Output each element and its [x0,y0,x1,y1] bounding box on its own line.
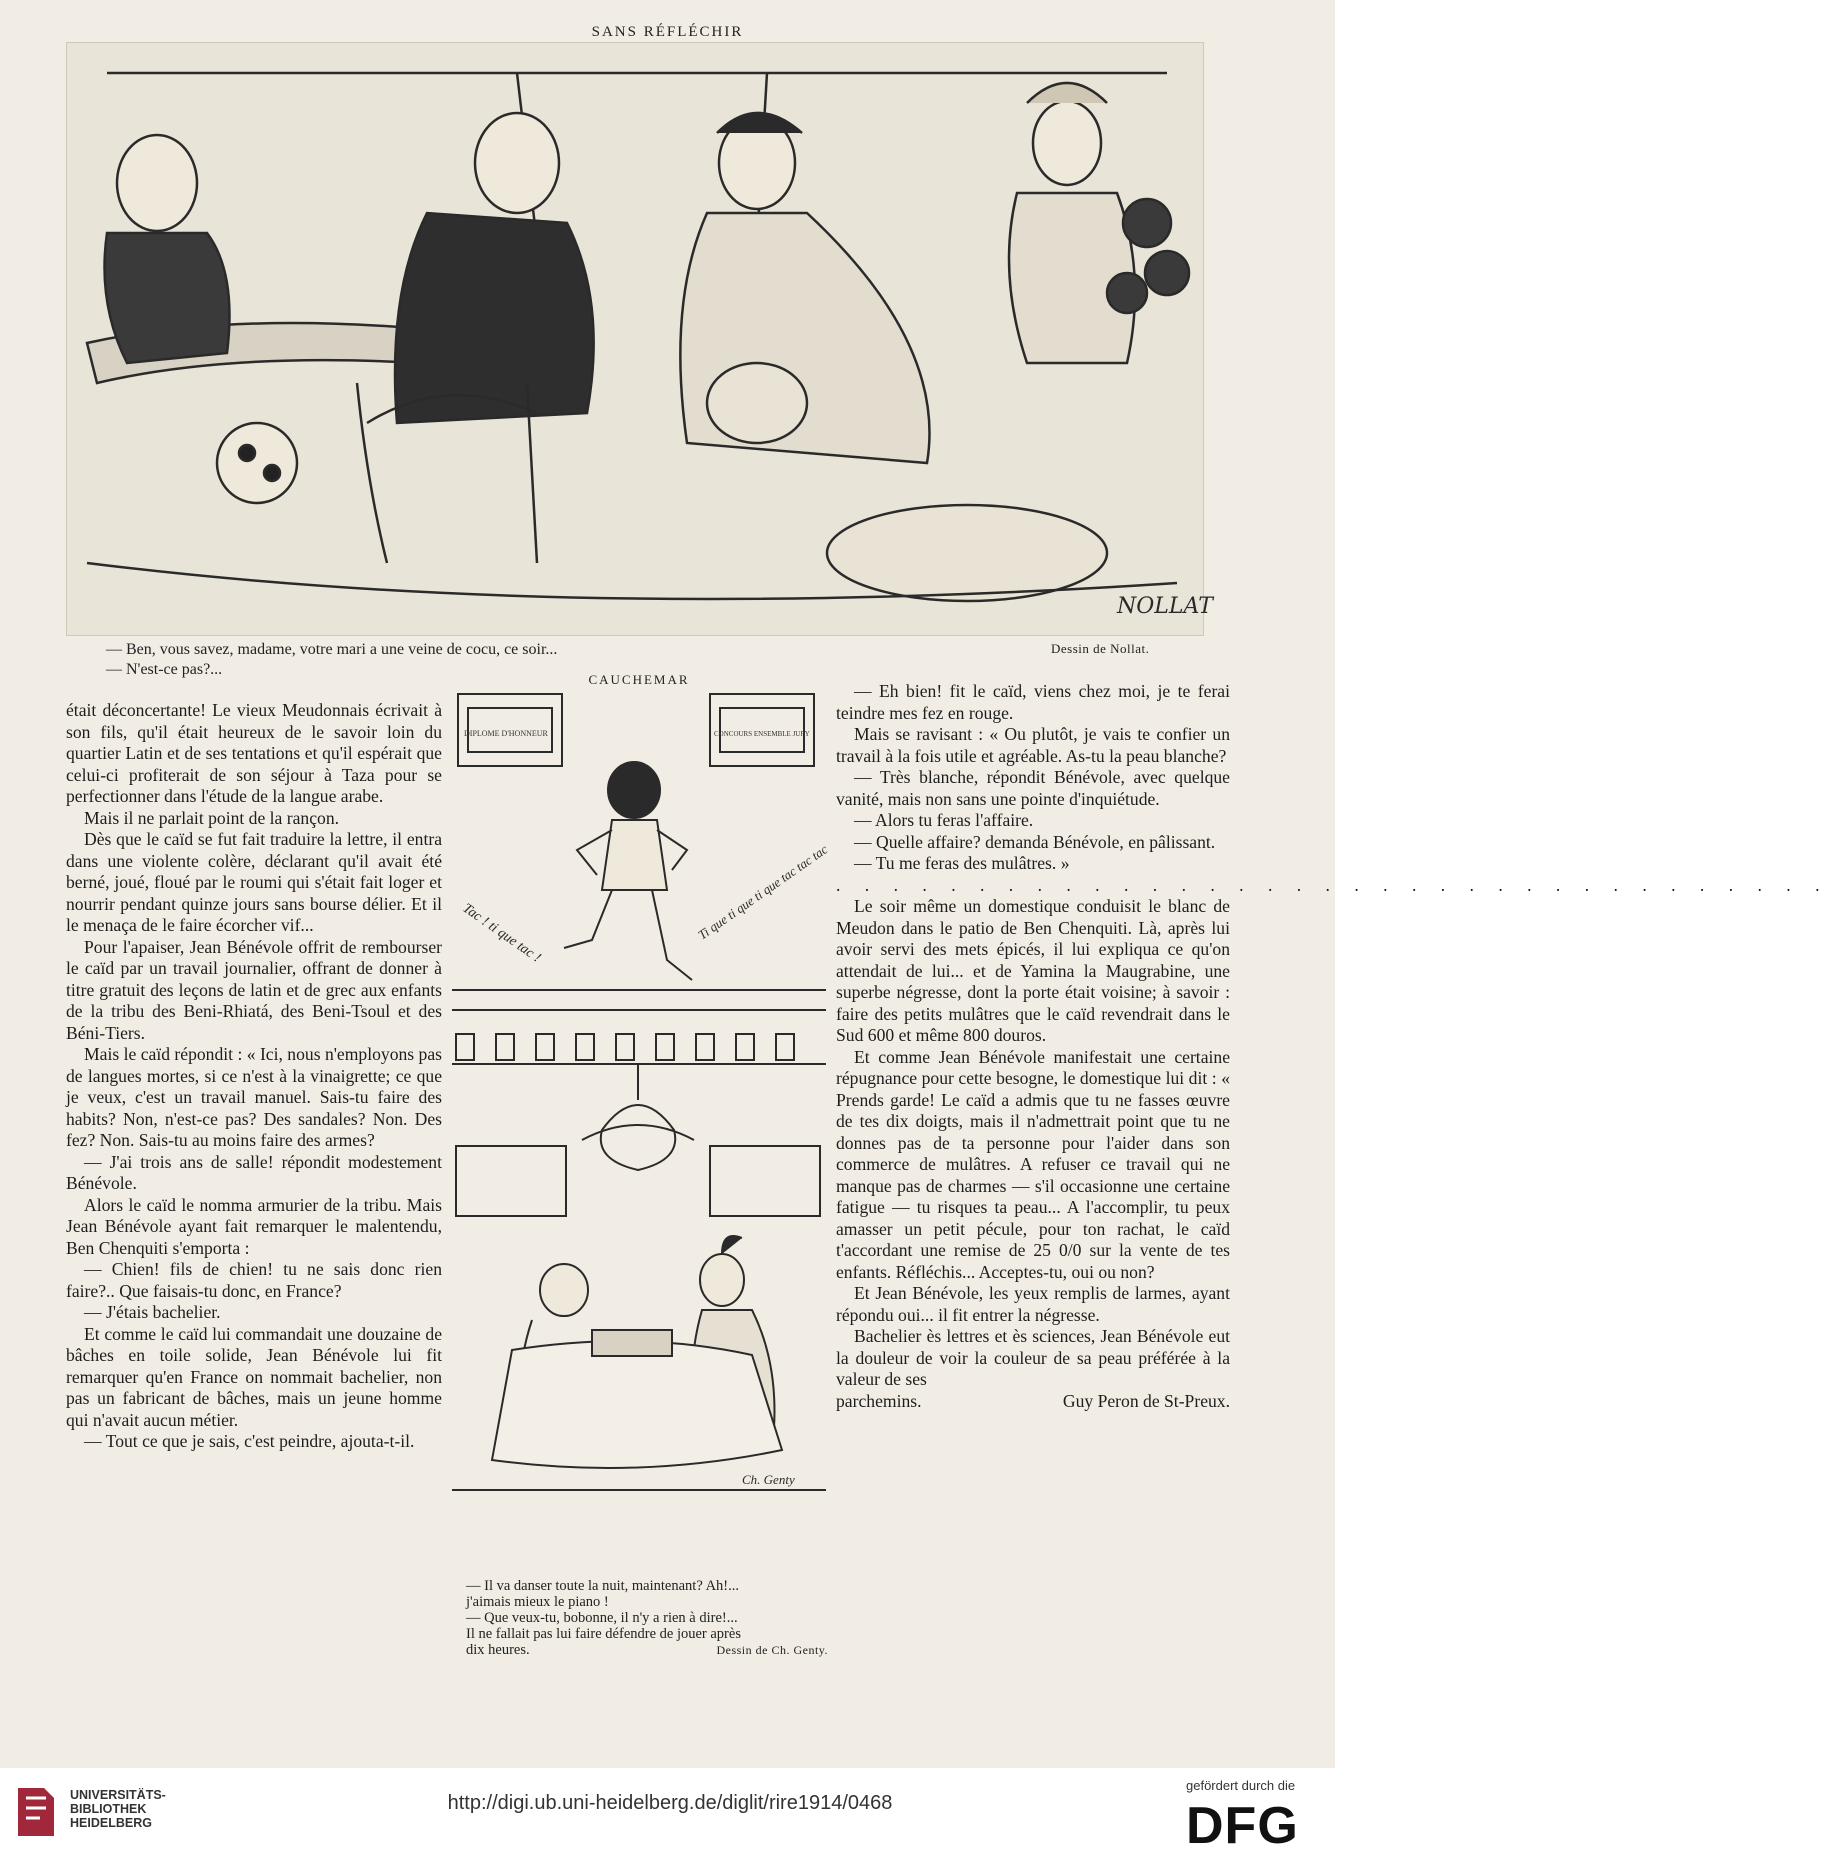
left-paragraph-6: — J'ai trois ans de salle! répondit modestement Bénévole. [66,1151,442,1193]
illustration-drawing [67,43,1213,635]
frame-left-text: DIPLOME D'HONNEUR [464,729,548,738]
running-title: SANS RÉFLÉCHIR [591,24,744,40]
section-dots: . . . . . . . . . . . . . . . . . . . . . . . . . . . . . . . . . . . [836,874,1830,895]
left-paragraph-10: Et comme le caïd lui commandait une douzaine de bâches en toile solide, Jean Bénévole lui fit remarquer qu'en France on nommait bachelier, non pas un fabricant de bâches, mais un jeune homme qui n'avait aucun métier. [66,1323,442,1430]
right-paragraph-7: Le soir même un domestique conduisit le blanc de Meudon dans le patio de Ben Chenquiti. Là, après lui avoir servi des mets épicés, il lui expliqua ce qu'on attendait de lui... et de Yamina la Maugrabine, une superbe négresse, dont la porte était voisine; à savoir : faire des petits mulâtres que le caïd revendrait dans le Sud 600 et même 800 douros. [836,896,1230,1045]
middle-illustration [452,690,831,1580]
middle-caption-line-4: Il ne fallait pas lui faire défendre de jouer après [466,1626,741,1642]
frame-right-text: CONCOURS ENSEMBLE JURY [714,730,810,738]
library-line-3: HEIDELBERG [70,1816,152,1830]
right-paragraph-3: — Très blanche, répondit Bénévole, avec quelque vanité, mais non sans une pointe d'inquiétude. [836,767,1230,809]
library-logo-icon [14,1784,58,1840]
left-paragraph-9: — J'étais bachelier. [84,1302,221,1322]
scribble-left: Tac ! ti que tac ! [459,900,544,966]
right-paragraph-9: Et Jean Bénévole, les yeux remplis de larmes, ayant répondu oui... il fit entrer la négresse. [836,1283,1230,1325]
left-paragraph-4: Pour l'apaiser, Jean Bénévole offrit de rembourser le caïd par un travail journalier, offrant de donner à titre gratuit des leçons de latin et de grec aux enfants de la tribu des Beni-Rhiatá, des Beni-Tsoul et des Béni-Tiers. [66,936,442,1043]
library-line-2: BIBLIOTHEK [70,1802,147,1816]
middle-caption-last-row [466,1642,828,1658]
signature-line [836,1391,1230,1413]
top-credit: Dessin de Nollat. [1051,641,1150,656]
middle-credit: Dessin de Ch. Genty. [716,1643,828,1657]
top-caption-line-1: — Ben, vous savez, madame, votre mari a une veine de cocu, ce soir... [106,641,558,658]
right-paragraph-2: Mais se ravisant : « Ou plutôt, je vais te confier un travail à la fois utile et agréable. As-tu la peau blanche? [836,724,1230,766]
top-illustration [66,42,1213,636]
middle-caption-line-3: — Que veux-tu, bobonne, il n'y a rien à dire!... [466,1610,738,1626]
footer-bar [0,1768,1335,1861]
author-signature: Guy Peron de St-Preux. [1062,1390,1230,1411]
middle-title: CAUCHEMAR [588,672,690,687]
middle-caption-line-5: dix heures. [466,1642,530,1658]
left-paragraph-5: Mais le caïd répondit : « Ici, nous n'employons pas de langues mortes, si ce n'est à la vinaigrette; ce que je veux, c'est un travail manuel. Sais-tu faire des habits? Non, n'est-ce pas? Des sandales? Non. Des fez? Non. Sais-tu au moins faire des armes? [66,1044,442,1150]
funding-text: gefördert durch die [1186,1778,1296,1793]
scribble-right: Ti que ti que ti que tac tac tac [695,841,831,943]
left-paragraph-1: était déconcertante! Le vieux Meudonnais écrivait à son fils, qu'il était heureux de le savoir loin du quartier Latin et de ses tentations et qu'il espérait que celui-ci profiterait de son séjour à Taza pour se perfectionner dans l'étude de la langue arabe. [66,700,442,806]
top-caption-line-2: — N'est-ce pas?... [106,661,223,678]
source-url-link[interactable]: http://digi.ub.uni-heidelberg.de/diglit/rire1914/0468 [447,1792,893,1814]
top-illustration-signature: NOLLAT [1117,594,1213,619]
right-paragraph-5: — Quelle affaire? demanda Bénévole, en pâlissant. [854,831,1216,852]
right-paragraph-10: Bachelier ès lettres et ès sciences, Jean Bénévole eut la douleur de voir la couleur de sa peau préférée à la valeur de ses [836,1326,1230,1389]
library-name [70,1788,166,1830]
right-paragraph-1: — Eh bien! fit le caïd, viens chez moi, je te ferai teindre mes fez en rouge. [836,681,1230,723]
right-paragraph-4: — Alors tu feras l'affaire. [854,810,1034,830]
middle-caption [466,1578,828,1658]
middle-caption-line-1: — Il va danser toute la nuit, maintenant? Ah!... [466,1578,740,1594]
left-paragraph-3: Dès que le caïd se fut fait traduire la lettre, il entra dans une violente colère, déclarant qu'il avait été berné, joué, floué par le roumi qui s'était fait loger et nourrir pendant quinze jours sans bourse délier. Et il le menaça de le faire écorcher vif... [66,829,442,935]
middle-caption-line-2: j'aimais mieux le piano ! [466,1594,609,1610]
library-line-1: UNIVERSITÄTS- [70,1788,166,1802]
right-paragraph-8: Et comme Jean Bénévole manifestait une certaine répugnance pour cette besogne, le domestique lui dit : « Prends garde! Le caïd a admis que tu ne fasses œuvre de tes dix doigts, mais il n'admettrait point que tu ne donnes pas de ta personne pour l'aider dans son commerce de mulâtres. A refuser ce travail qui ne manque pas de charmes — s'il occasionne une certaine fatigue — tu risques ta peau... A l'accomplir, tu peux amasser un petit pécule, pour ton rachat, le caïd t'accordant une remise de 25 0/0 sur la vente de tes enfants. Réfléchis... Acceptes-tu, oui ou non? [836,1046,1230,1282]
middle-drawing [452,690,831,1580]
middle-signature: Ch. Genty [742,1472,795,1487]
right-column [836,681,1830,1412]
right-last-line: parchemins. [836,1390,922,1411]
left-column [66,700,442,1453]
left-paragraph-11: — Tout ce que je sais, c'est peindre, ajouta-t-il. [84,1431,415,1451]
right-paragraph-6: — Tu me feras des mulâtres. » [854,853,1070,873]
left-paragraph-8: — Chien! fils de chien! tu ne sais donc rien faire?.. Que faisais-tu donc, en France? [66,1259,442,1301]
left-paragraph-2: Mais il ne parlait point de la rançon. [84,807,340,828]
left-paragraph-7: Alors le caïd le nomma armurier de la tribu. Mais Jean Bénévole ayant fait remarquer le malentendu, Ben Chenquiti s'emporta : [66,1194,442,1258]
dfg-logo: DFG [1186,1797,1299,1855]
